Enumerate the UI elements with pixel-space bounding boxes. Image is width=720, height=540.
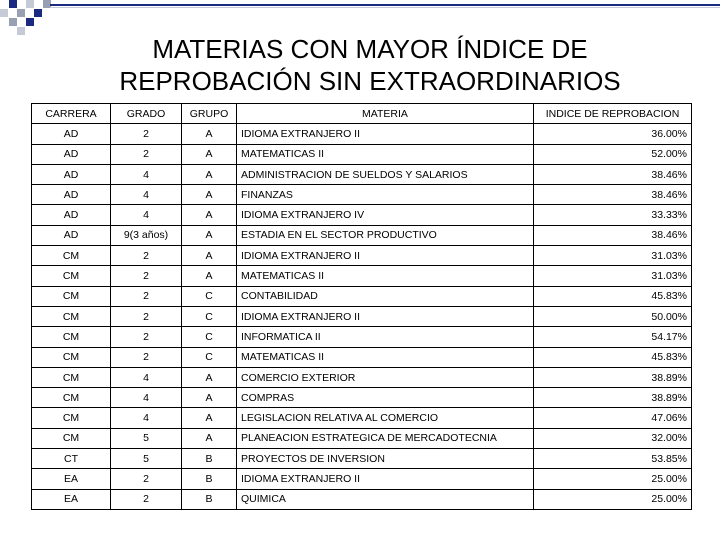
cell-indice: 54.17% <box>534 327 692 347</box>
title-line-2: REPROBACIÓN SIN EXTRAORDINARIOS <box>119 66 621 96</box>
cell-materia: COMERCIO EXTERIOR <box>237 367 534 387</box>
cell-materia: IDIOMA EXTRANJERO II <box>237 306 534 326</box>
cell-carrera: CM <box>32 408 111 428</box>
cell-materia: FINANZAS <box>237 185 534 205</box>
cell-materia: ESTADIA EN EL SECTOR PRODUCTIVO <box>237 225 534 245</box>
cell-grado: 2 <box>111 286 182 306</box>
table-row <box>32 164 692 184</box>
header-row <box>32 104 692 124</box>
cell-grupo: A <box>182 225 237 245</box>
table-row <box>32 225 692 245</box>
table-body <box>32 124 692 510</box>
cell-grupo: A <box>182 164 237 184</box>
cell-materia: MATEMATICAS II <box>237 347 534 367</box>
cell-grupo: A <box>182 388 237 408</box>
cell-grado: 2 <box>111 489 182 509</box>
cell-carrera: EA <box>32 489 111 509</box>
cell-carrera: AD <box>32 225 111 245</box>
cell-grado: 4 <box>111 367 182 387</box>
cell-grado: 2 <box>111 306 182 326</box>
cell-grupo: A <box>182 205 237 225</box>
cell-indice: 45.83% <box>534 347 692 367</box>
cell-grupo: A <box>182 408 237 428</box>
cell-grado: 2 <box>111 347 182 367</box>
cell-grupo: A <box>182 185 237 205</box>
cell-carrera: CM <box>32 246 111 266</box>
cell-materia: QUIMICA <box>237 489 534 509</box>
header-indice: INDICE DE REPROBACION <box>534 104 692 124</box>
cell-carrera: AD <box>32 144 111 164</box>
cell-grupo: B <box>182 449 237 469</box>
cell-grado: 2 <box>111 144 182 164</box>
cell-materia: PLANEACION ESTRATEGICA DE MERCADOTECNIA <box>237 428 534 448</box>
failure-rate-table <box>31 103 692 510</box>
header-materia: MATERIA <box>237 104 534 124</box>
cell-indice: 25.00% <box>534 469 692 489</box>
header-grupo: GRUPO <box>182 104 237 124</box>
cell-indice: 31.03% <box>534 246 692 266</box>
cell-indice: 32.00% <box>534 428 692 448</box>
cell-carrera: CM <box>32 327 111 347</box>
cell-grado: 4 <box>111 388 182 408</box>
cell-grupo: A <box>182 428 237 448</box>
cell-indice: 38.46% <box>534 225 692 245</box>
table-row <box>32 144 692 164</box>
cell-grado: 2 <box>111 327 182 347</box>
cell-materia: LEGISLACION RELATIVA AL COMERCIO <box>237 408 534 428</box>
cell-indice: 45.83% <box>534 286 692 306</box>
cell-indice: 38.89% <box>534 367 692 387</box>
cell-grado: 5 <box>111 449 182 469</box>
cell-carrera: CT <box>32 449 111 469</box>
cell-grupo: B <box>182 469 237 489</box>
table-row <box>32 408 692 428</box>
table-row <box>32 489 692 509</box>
cell-materia: MATEMATICAS II <box>237 144 534 164</box>
table-row <box>32 449 692 469</box>
title-line-1: MATERIAS CON MAYOR ÍNDICE DE <box>152 34 588 64</box>
cell-grado: 4 <box>111 164 182 184</box>
cell-grupo: A <box>182 367 237 387</box>
cell-grupo: C <box>182 286 237 306</box>
cell-grado: 9(3 años) <box>111 225 182 245</box>
cell-grado: 2 <box>111 469 182 489</box>
cell-grupo: C <box>182 306 237 326</box>
table-row <box>32 246 692 266</box>
table-row <box>32 205 692 225</box>
cell-materia: ADMINISTRACION DE SUELDOS Y SALARIOS <box>237 164 534 184</box>
cell-materia: IDIOMA EXTRANJERO II <box>237 246 534 266</box>
cell-indice: 38.46% <box>534 185 692 205</box>
table-row <box>32 306 692 326</box>
cell-materia: IDIOMA EXTRANJERO II <box>237 124 534 144</box>
slide-title <box>60 33 680 97</box>
cell-materia: IDIOMA EXTRANJERO II <box>237 469 534 489</box>
cell-carrera: CM <box>32 367 111 387</box>
cell-indice: 52.00% <box>534 144 692 164</box>
table-row <box>32 388 692 408</box>
cell-grado: 4 <box>111 205 182 225</box>
cell-indice: 36.00% <box>534 124 692 144</box>
cell-carrera: AD <box>32 185 111 205</box>
cell-carrera: AD <box>32 164 111 184</box>
cell-indice: 50.00% <box>534 306 692 326</box>
cell-carrera: CM <box>32 306 111 326</box>
cell-carrera: EA <box>32 469 111 489</box>
cell-grupo: C <box>182 347 237 367</box>
cell-grupo: A <box>182 144 237 164</box>
header-carrera: CARRERA <box>32 104 111 124</box>
cell-indice: 33.33% <box>534 205 692 225</box>
cell-carrera: AD <box>32 124 111 144</box>
cell-materia: CONTABILIDAD <box>237 286 534 306</box>
table-row <box>32 367 692 387</box>
cell-carrera: CM <box>32 266 111 286</box>
cell-indice: 38.46% <box>534 164 692 184</box>
cell-grado: 2 <box>111 266 182 286</box>
cell-grado: 4 <box>111 408 182 428</box>
cell-carrera: CM <box>32 347 111 367</box>
cell-grado: 5 <box>111 428 182 448</box>
table-row <box>32 428 692 448</box>
cell-materia: COMPRAS <box>237 388 534 408</box>
cell-indice: 53.85% <box>534 449 692 469</box>
cell-indice: 38.89% <box>534 388 692 408</box>
cell-materia: MATEMATICAS II <box>237 266 534 286</box>
cell-indice: 31.03% <box>534 266 692 286</box>
cell-materia: INFORMATICA II <box>237 327 534 347</box>
cell-grupo: A <box>182 246 237 266</box>
table-row <box>32 185 692 205</box>
cell-grupo: A <box>182 266 237 286</box>
cell-carrera: CM <box>32 286 111 306</box>
cell-indice: 25.00% <box>534 489 692 509</box>
table-row <box>32 327 692 347</box>
table-row <box>32 469 692 489</box>
cell-grado: 2 <box>111 124 182 144</box>
cell-grupo: B <box>182 489 237 509</box>
cell-grupo: C <box>182 327 237 347</box>
table-row <box>32 347 692 367</box>
cell-grado: 2 <box>111 246 182 266</box>
cell-carrera: CM <box>32 428 111 448</box>
cell-carrera: CM <box>32 388 111 408</box>
cell-materia: PROYECTOS DE INVERSION <box>237 449 534 469</box>
cell-carrera: AD <box>32 205 111 225</box>
table-row <box>32 266 692 286</box>
cell-indice: 47.06% <box>534 408 692 428</box>
header-grado: GRADO <box>111 104 182 124</box>
cell-grupo: A <box>182 124 237 144</box>
cell-grado: 4 <box>111 185 182 205</box>
table-row <box>32 286 692 306</box>
table-row <box>32 124 692 144</box>
cell-materia: IDIOMA EXTRANJERO IV <box>237 205 534 225</box>
